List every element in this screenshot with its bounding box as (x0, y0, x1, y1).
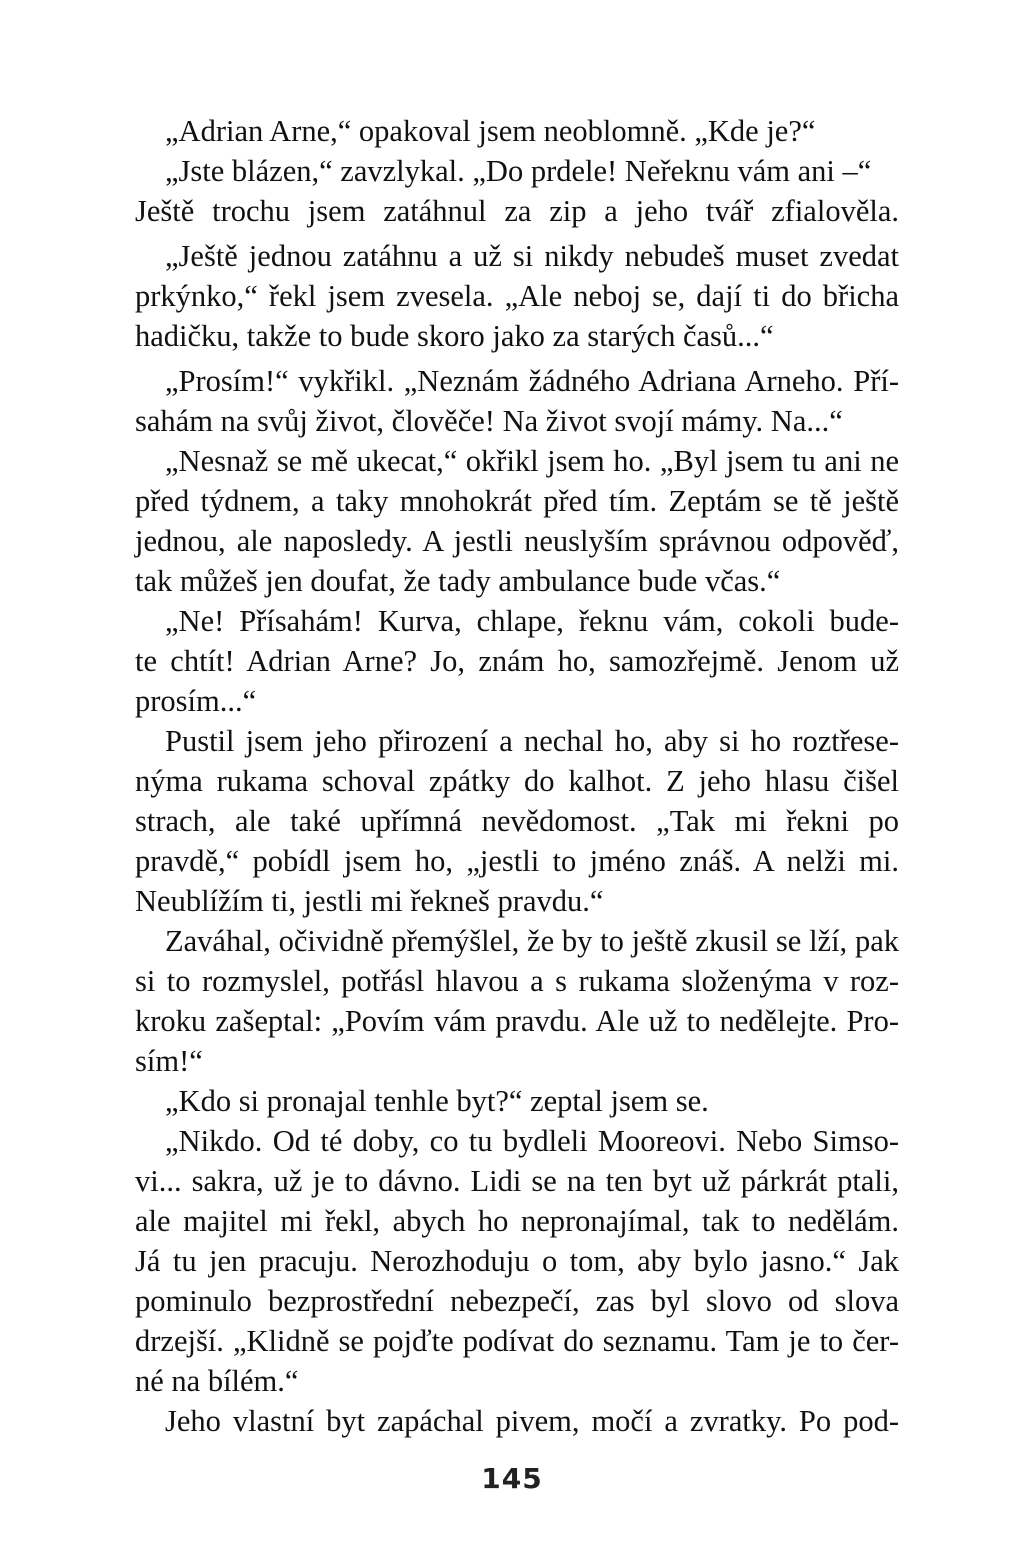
text-line-32: né na bílém.“ (135, 1364, 299, 1398)
text-line-24: sím!“ (135, 1044, 203, 1078)
text-line-14: te chtít! Adrian Arne? Jo, znám ho, samozřejmě. Jenom už (135, 644, 899, 678)
text-line-18: strach, ale také upřímná nevědomost. „Tak mi řekni po (135, 804, 899, 838)
text-line-29: Já tu jen pracuju. Nerozhoduju o tom, aby bylo jasno.“ Jak (135, 1244, 899, 1278)
text-line-15: prosím...“ (135, 684, 257, 718)
text-line-27: vi... sakra, už je to dávno. Lidi se na ten byt už párkrát ptali, (135, 1164, 899, 1198)
text-line-19: pravdě,“ pobídl jsem ho, „jestli to jméno znáš. A nelži mi. (135, 844, 899, 878)
text-line-8: sahám na svůj život, člověče! Na život svojí mámy. Na...“ (135, 404, 843, 438)
text-line-23: kroku zašeptal: „Povím vám pravdu. Ale už to nedělejte. Pro- (135, 1004, 899, 1038)
text-line-2: „Jste blázen,“ zavzlykal. „Do prdele! Neřeknu vám ani –“ (165, 154, 872, 188)
text-line-33: Jeho vlastní byt zapáchal pivem, močí a zvratky. Po pod- (165, 1404, 899, 1438)
text-line-13: „Ne! Přísahám! Kurva, chlape, řeknu vám, cokoli bude- (165, 604, 899, 638)
text-line-9: „Nesnaž se mě ukecat,“ okřikl jsem ho. „Byl jsem tu ani ne (165, 444, 899, 478)
text-line-25: „Kdo si pronajal tenhle byt?“ zeptal jsem se. (165, 1084, 709, 1118)
text-line-3: Ještě trochu jsem zatáhnul za zip a jeho tvář zfialověla. (135, 194, 899, 228)
text-line-28: ale majitel mi řekl, abych ho nepronajímal, tak to nedělám. (135, 1204, 899, 1238)
text-line-17: nýma rukama schoval zpátky do kalhot. Z jeho hlasu čišel (135, 764, 899, 798)
text-line-6: hadičku, takže to bude skoro jako za starých časů...“ (135, 319, 774, 353)
text-line-21: Zaváhal, očividně přemýšlel, že by to ještě zkusil se lží, pak (165, 924, 899, 958)
text-line-1: „Adrian Arne,“ opakoval jsem neoblomně. „Kde je?“ (165, 114, 816, 148)
text-line-4: „Ještě jednou zatáhnu a už si nikdy nebudeš muset zvedat (165, 239, 899, 273)
text-line-12: tak můžeš jen doufat, že tady ambulance bude včas.“ (135, 564, 781, 598)
text-line-7: „Prosím!“ vykřikl. „Neznám žádného Adriana Arneho. Pří- (165, 364, 899, 398)
text-line-22: si to rozmyslel, potřásl hlavou a s rukama složenýma v roz- (135, 964, 899, 998)
text-line-26: „Nikdo. Od té doby, co tu bydleli Mooreovi. Nebo Simso- (165, 1124, 899, 1158)
text-line-10: před týdnem, a taky mnohokrát před tím. Zeptám se tě ještě (135, 484, 899, 518)
text-line-31: drzejší. „Klidně se pojďte podívat do seznamu. Tam je to čer- (135, 1324, 899, 1358)
text-line-30: pominulo bezprostřední nebezpečí, zas byl slovo od slova (135, 1284, 899, 1318)
text-line-11: jednou, ale naposledy. A jestli neuslyším správnou odpověď, (135, 524, 899, 558)
page-number: 145 (481, 1462, 543, 1495)
text-line-16: Pustil jsem jeho přirození a nechal ho, aby si ho roztřese- (165, 724, 899, 758)
text-line-20: Neublížím ti, jestli mi řekneš pravdu.“ (135, 884, 604, 918)
text-line-5: prkýnko,“ řekl jsem zvesela. „Ale neboj se, dají ti do břicha (135, 279, 899, 313)
